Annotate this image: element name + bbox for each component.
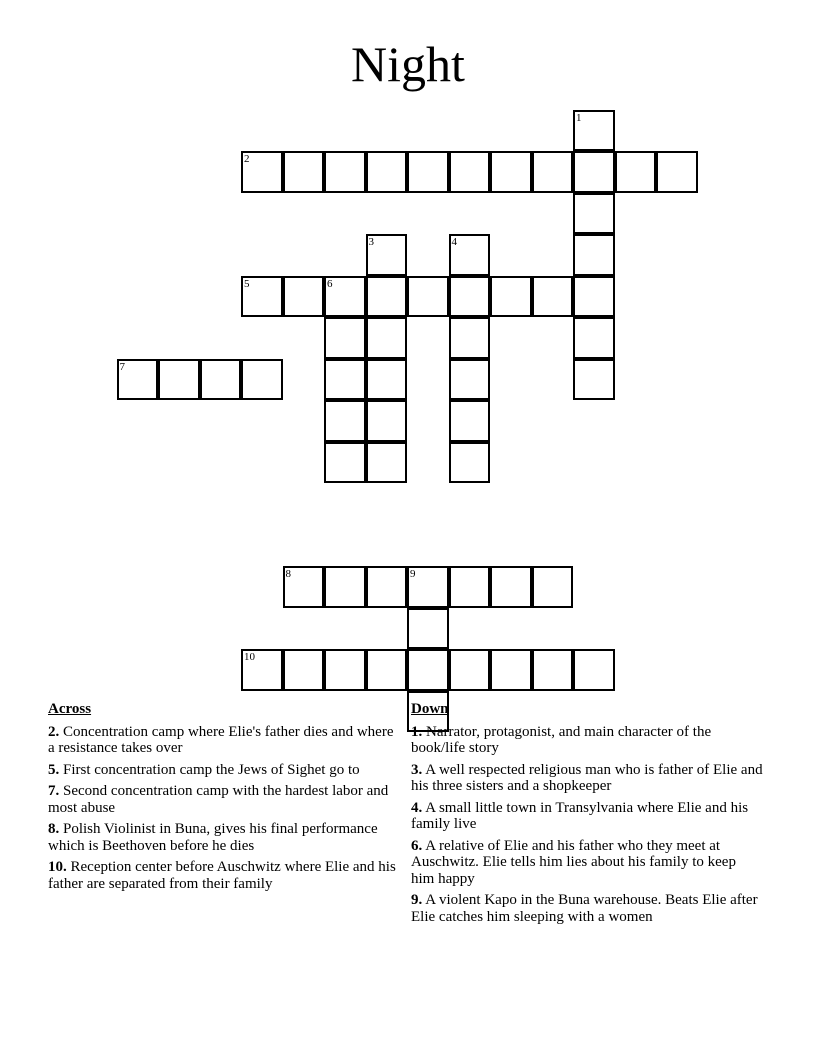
grid-cell[interactable] [490,276,532,318]
grid-cell[interactable] [407,151,449,193]
clue-number: 10 [244,651,255,663]
grid-cell[interactable] [449,359,491,401]
grid-cell[interactable] [366,234,408,276]
grid-cell[interactable] [449,234,491,276]
across-clue: 5. First concentration camp the Jews of Sighet go to [48,761,360,778]
grid-cell[interactable] [449,400,491,442]
clue-number: 7 [119,360,125,373]
grid-cell[interactable] [324,359,366,401]
down-clues [411,701,763,930]
grid-cell[interactable] [532,151,574,193]
clue-number: 8 [285,568,291,580]
grid-cell[interactable] [366,400,408,442]
grid-cell[interactable] [532,566,574,608]
clue-number: 6 [327,277,333,290]
grid-cell[interactable] [324,442,366,484]
grid-cell[interactable] [615,151,657,193]
grid-cell[interactable] [656,151,698,193]
grid-cell[interactable] [366,276,408,318]
grid-cell[interactable] [490,151,532,193]
grid-cell[interactable] [241,151,283,193]
down-heading: Down [411,701,449,717]
down-clue: 1. Narrator, protagonist, and main character of the book/life story [411,723,712,756]
grid-cell[interactable] [283,276,325,318]
across-clue: 2. Concentration camp where Elie's father dies and where a resistance takes over [48,723,394,756]
grid-cell[interactable] [324,151,366,193]
grid-cell[interactable] [283,649,325,691]
grid-cell[interactable] [324,649,366,691]
grid-cell[interactable] [407,649,449,691]
grid-cell[interactable] [573,110,615,152]
across-clue: 10. Reception center before Auschwitz where Elie and his father are separated from their family [48,859,396,892]
across-clue: 7. Second concentration camp with the hardest labor and most abuse [48,783,389,816]
grid-cell[interactable] [449,649,491,691]
down-clue: 9. A violent Kapo in the Buna warehouse. Beats Elie after Elie catches him sleeping with a women [411,892,758,925]
grid-cell[interactable] [158,359,200,401]
grid-cell[interactable] [573,359,615,401]
grid-cell[interactable] [366,317,408,359]
grid-cell[interactable] [117,359,159,401]
grid-cell[interactable] [449,566,491,608]
across-clues [48,701,400,897]
grid-cell[interactable] [449,151,491,193]
grid-cell[interactable] [449,442,491,484]
across-clue: 8. Polish Violinist in Buna, gives his final performance which is Beethoven before he dies [48,821,378,854]
grid-cell[interactable] [241,649,283,691]
down-clue: 6. A relative of Elie and his father who they meet at Auschwitz. Elie tells him lies about his family to keep him happy [411,837,736,887]
down-clue: 3. A well respected religious man who is father of Elie and his three sisters and a shopkeeper [411,761,763,794]
grid-cell[interactable] [573,151,615,193]
grid-cell[interactable] [366,566,408,608]
clue-number: 1 [576,111,582,124]
grid-cell[interactable] [324,276,366,318]
grid-cell[interactable] [573,317,615,359]
grid-cell[interactable] [324,566,366,608]
clue-number: 9 [410,568,416,580]
grid-cell[interactable] [532,276,574,318]
grid-cell[interactable] [407,608,449,650]
grid-cell[interactable] [283,151,325,193]
grid-cell[interactable] [573,234,615,276]
page-title: Night [351,36,465,92]
grid-cell[interactable] [532,649,574,691]
grid-cell[interactable] [490,649,532,691]
grid-cell[interactable] [407,566,449,608]
grid-cell[interactable] [200,359,242,401]
grid-cell[interactable] [366,442,408,484]
down-clue: 4. A small little town in Transylvania where Elie and his family live [411,799,749,832]
clue-number: 2 [244,153,250,165]
grid-cell[interactable] [573,649,615,691]
grid-cell[interactable] [449,317,491,359]
clue-number: 5 [244,277,250,290]
grid-cell[interactable] [490,566,532,608]
clue-number: 4 [451,236,457,248]
grid-cell[interactable] [324,400,366,442]
grid-cell[interactable] [241,359,283,401]
clue-number: 3 [368,236,374,248]
grid-cell[interactable] [573,276,615,318]
grid-cell[interactable] [324,317,366,359]
grid-cell[interactable] [407,276,449,318]
grid-cell[interactable] [449,276,491,318]
grid-cell[interactable] [573,193,615,235]
grid-cell[interactable] [366,151,408,193]
across-heading: Across [48,701,92,717]
grid-cell[interactable] [241,276,283,318]
grid-cell[interactable] [366,649,408,691]
grid-cell[interactable] [366,359,408,401]
grid-cell[interactable] [283,566,325,608]
